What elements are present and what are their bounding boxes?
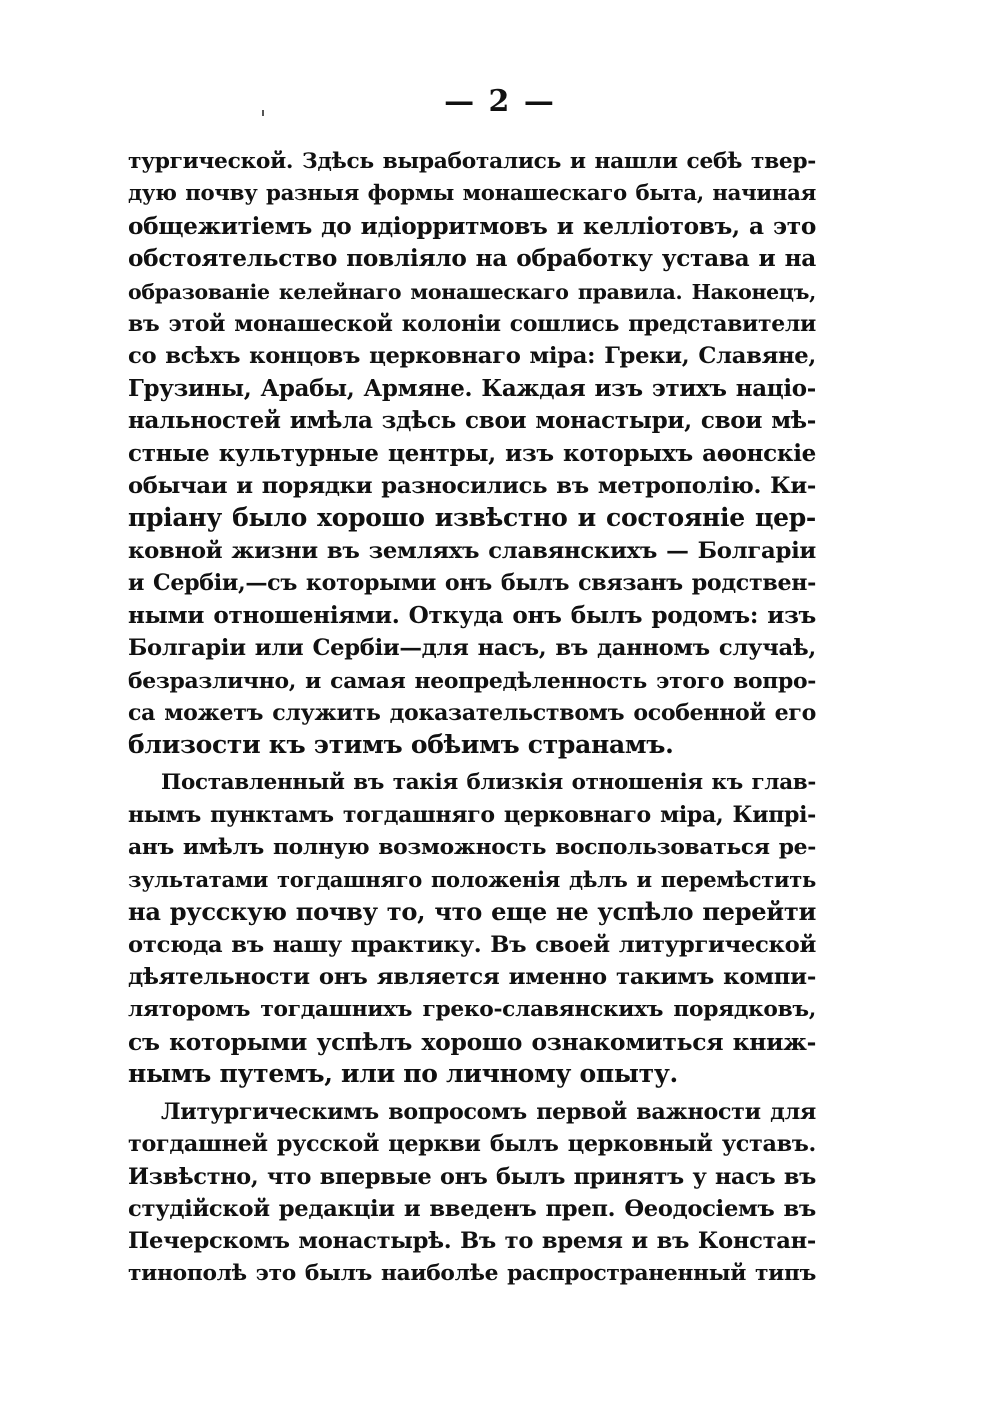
text-line: ными отношеніями. Откуда онъ былъ родомъ: изъ: [128, 601, 816, 629]
text-line: образованіе келейнаго монашескаго правила. Наконецъ,: [128, 279, 816, 304]
paragraph-2: [128, 767, 816, 1091]
text-line: отсюда въ нашу практику. Въ своей литургической: [128, 931, 816, 958]
text-line: тинополѣ это былъ наиболѣе распространенный типъ: [128, 1260, 816, 1286]
text-line: Литургическимъ вопросомъ первой важности для: [161, 1098, 816, 1125]
text-line: дѣятельности онъ является именно такимъ компи-: [128, 964, 816, 991]
text-line: Печерскомъ монастырѣ. Въ то время и въ Констан-: [128, 1228, 816, 1255]
text-line: Поставленный въ такія близкія отношенія къ глав-: [161, 769, 816, 795]
text-line: нальностей имѣла здѣсь свои монастыри, свои мѣ-: [128, 407, 816, 435]
text-line: въ этой монашеской колоніи сошлись представители: [128, 311, 816, 338]
text-line: са можетъ служить доказательствомъ особенной его: [128, 699, 816, 726]
text-line: на русскую почву то, что еще не успѣло перейти: [128, 897, 816, 927]
text-line: студійской редакціи и введенъ преп. Ѳеодосіемъ въ: [128, 1196, 816, 1222]
text-line: близости къ этимъ обѣимъ странамъ.: [128, 730, 674, 760]
text-line: ляторомъ тогдашнихъ греко-славянскихъ порядковъ,: [128, 996, 816, 1022]
text-line: зультатами тогдашняго положенія дѣлъ и перемѣстить: [128, 866, 816, 892]
text-line: общежитіемъ до идіорритмовъ и келліотовъ, а это: [128, 212, 816, 240]
text-line: ковной жизни въ земляхъ славянскихъ — Болгаріи: [128, 537, 816, 564]
text-line: съ которыми успѣлъ хорошо ознакомиться книж-: [128, 1027, 816, 1056]
text-line: со всѣхъ концовъ церковнаго міра: Греки, Славяне,: [128, 343, 816, 370]
text-line: тургической. Здѣсь выработались и нашли себѣ твер-: [128, 149, 816, 174]
text-line: тогдашней русской церкви былъ церковный уставъ.: [128, 1131, 816, 1158]
page-body: [128, 146, 816, 1290]
text-line: Грузины, Арабы, Армяне. Каждая изъ этихъ націо-: [128, 374, 816, 402]
page-number: — 2 —: [444, 84, 556, 119]
paragraph-1: [128, 146, 816, 762]
text-line: стные культурные центры, изъ которыхъ аѳонскіе: [128, 439, 816, 467]
text-line: обычаи и порядки разносились въ метрополію. Ки-: [128, 473, 816, 500]
paragraph-3: [128, 1096, 816, 1290]
text-line: и Сербіи,—съ которыми онъ былъ связанъ родствен-: [128, 570, 816, 597]
text-line: дую почву разныя формы монашескаго быта, начиная: [128, 181, 816, 207]
text-line: анъ имѣлъ полную возможность воспользоваться ре-: [128, 834, 816, 860]
text-line: обстоятельство повліяло на обработку устава и на: [128, 245, 816, 273]
text-line: пріану было хорошо извѣстно и состояніе цер-: [128, 503, 816, 533]
text-line: нымъ пунктамъ тогдашняго церковнаго міра, Кипрі-: [128, 802, 816, 829]
text-line: Извѣстно, что впервые онъ былъ принятъ у насъ въ: [128, 1163, 816, 1190]
text-line: нымъ путемъ, или по личному опыту.: [128, 1059, 678, 1089]
text-line: Болгаріи или Сербіи—для насъ, въ данномъ случаѣ,: [128, 635, 816, 662]
text-line: безразлично, и самая неопредѣленность этого вопро-: [128, 667, 816, 694]
